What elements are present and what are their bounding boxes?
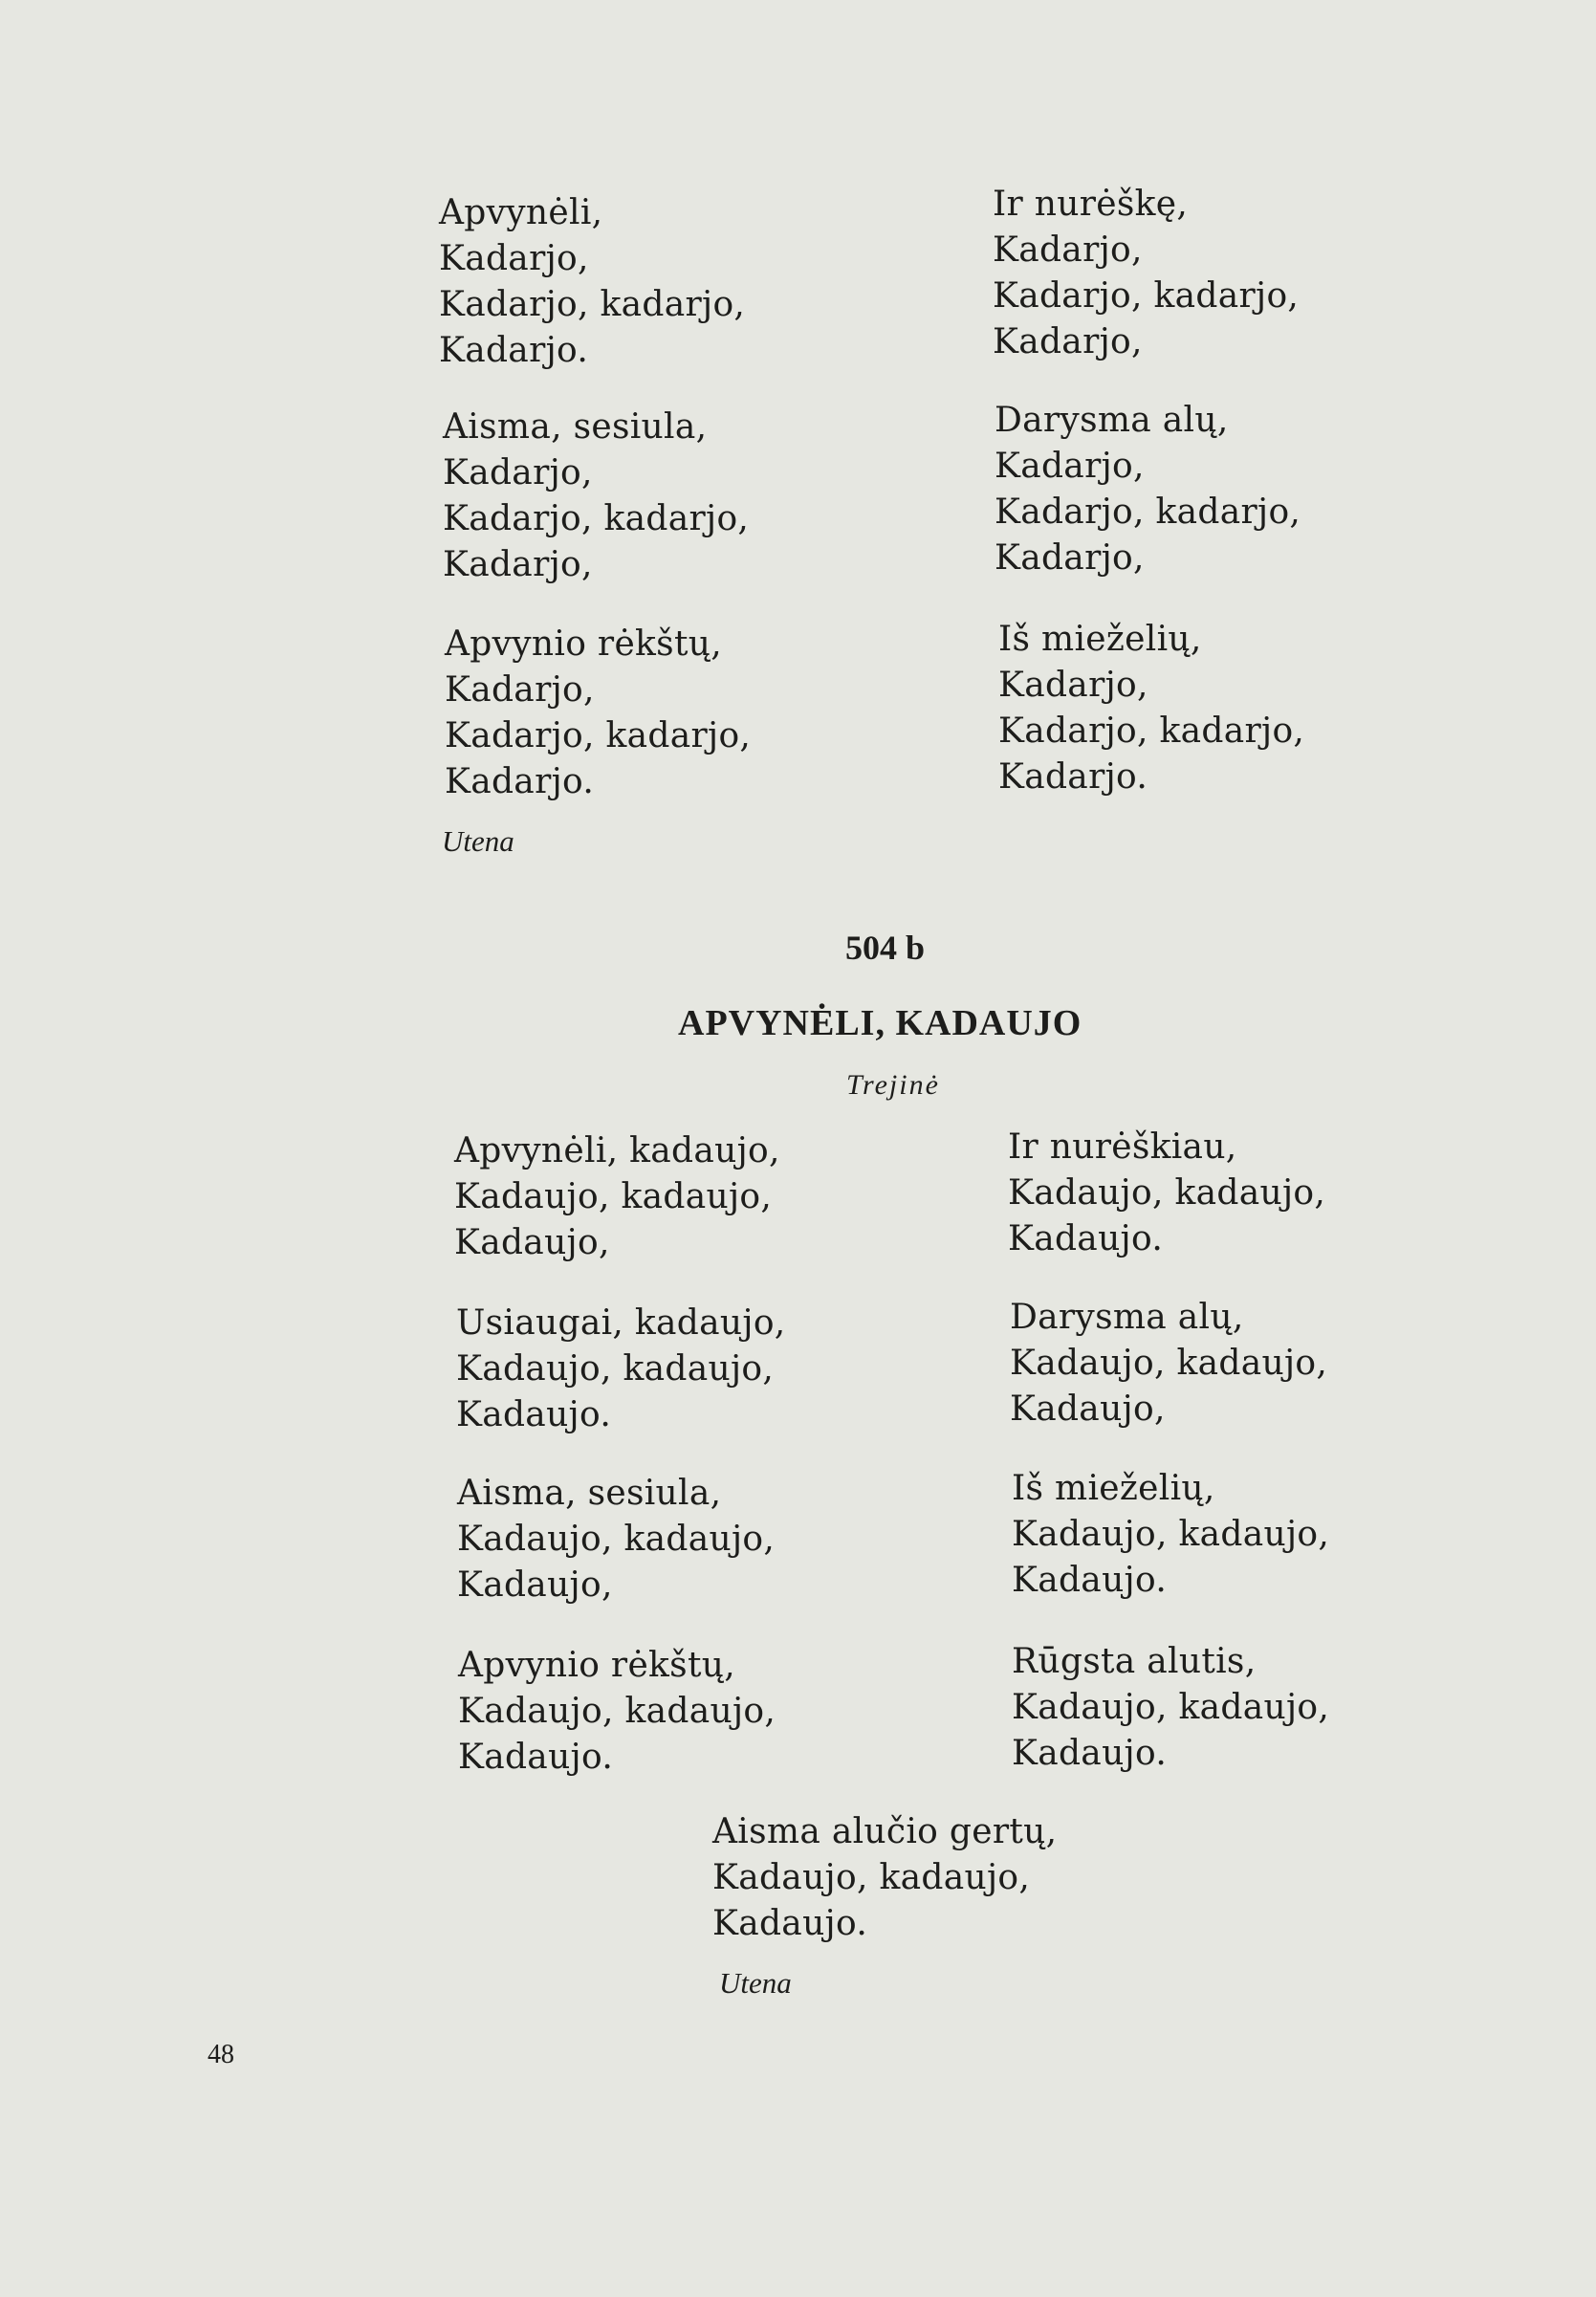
- top-song-place: Utena: [442, 824, 514, 858]
- song-title: APVYNĖLI, KADAUJO: [678, 1003, 1082, 1043]
- song-right-stanza-4: [1012, 1639, 1329, 1777]
- verse-line: Kadarjo,: [445, 670, 595, 710]
- verse-line: Kadarjo,: [993, 230, 1143, 270]
- song-right-stanza-3: [1012, 1466, 1329, 1604]
- verse-line: Kadarjo.: [445, 762, 595, 801]
- verse-line: Kadarjo,: [993, 322, 1143, 361]
- verse-line: Kadaujo, kadaujo,: [456, 1349, 775, 1389]
- song-subtitle: Trejinė: [846, 1069, 940, 1101]
- verse-line: Apvynio rėkštų,: [445, 624, 722, 664]
- top-right-stanza-1: [993, 182, 1299, 365]
- verse-line: Kadarjo, kadarjo,: [439, 285, 746, 324]
- song-left-stanza-3: [457, 1471, 775, 1608]
- verse-line: Kadarjo.: [439, 331, 589, 370]
- verse-line: Kadaujo,: [454, 1223, 610, 1262]
- verse-line: Apvynėli,: [439, 193, 603, 232]
- verse-line: Kadarjo,: [443, 453, 593, 492]
- song-left-stanza-2: [456, 1301, 786, 1438]
- verse-line: Kadaujo.: [1008, 1219, 1164, 1258]
- verse-line: Aisma alučio gertų,: [712, 1812, 1058, 1851]
- verse-line: Kadaujo, kadaujo,: [458, 1692, 776, 1731]
- verse-line: Kadaujo, kadaujo,: [1012, 1688, 1330, 1727]
- verse-line: Kadaujo, kadaujo,: [1012, 1515, 1330, 1554]
- song-number: 504 b: [845, 929, 926, 967]
- verse-line: Darysma alų,: [995, 401, 1229, 440]
- verse-line: Kadaujo, kadaujo,: [454, 1177, 773, 1216]
- verse-line: Kadarjo,: [995, 447, 1145, 486]
- page-number: 48: [208, 2040, 234, 2069]
- verse-line: Kadarjo, kadarjo,: [445, 716, 752, 755]
- song-left-stanza-4: [458, 1643, 776, 1781]
- verse-line: Kadaujo.: [458, 1738, 614, 1777]
- verse-line: Apvynio rėkštų,: [458, 1646, 735, 1685]
- verse-line: Iš mieželių,: [998, 620, 1202, 659]
- top-right-stanza-2: [995, 398, 1301, 581]
- verse-line: Kadaujo,: [1010, 1389, 1166, 1429]
- verse-line: Ir nurėškiau,: [1008, 1127, 1237, 1167]
- verse-line: Kadaujo.: [1012, 1734, 1168, 1773]
- verse-line: Ir nurėškę,: [993, 185, 1189, 224]
- verse-line: Kadaujo.: [712, 1904, 868, 1943]
- verse-line: Kadarjo, kadarjo,: [993, 276, 1300, 316]
- verse-line: Kadarjo, kadarjo,: [995, 492, 1301, 532]
- song-final-stanza: [712, 1809, 1057, 1947]
- song-place: Utena: [719, 1966, 792, 2000]
- verse-line: Kadaujo, kadaujo,: [457, 1520, 776, 1559]
- verse-line: Aisma, sesiula,: [443, 407, 708, 447]
- verse-line: Kadaujo, kadaujo,: [712, 1858, 1031, 1897]
- verse-line: Kadarjo,: [439, 239, 589, 278]
- verse-line: Kadarjo,: [998, 666, 1148, 705]
- top-left-stanza-3: [445, 622, 751, 805]
- song-right-stanza-1: [1008, 1125, 1325, 1262]
- verse-line: Kadaujo,: [457, 1565, 613, 1605]
- verse-line: Aisma, sesiula,: [457, 1474, 722, 1513]
- verse-line: Kadarjo,: [443, 545, 593, 584]
- verse-line: Kadarjo, kadarjo,: [443, 499, 750, 538]
- verse-line: Usiaugai, kadaujo,: [456, 1303, 786, 1343]
- verse-line: Kadarjo,: [995, 538, 1145, 578]
- verse-line: Kadaujo, kadaujo,: [1010, 1344, 1328, 1383]
- verse-line: Iš mieželių,: [1012, 1469, 1215, 1508]
- verse-line: Darysma alų,: [1010, 1298, 1244, 1337]
- verse-line: Kadaujo.: [456, 1395, 612, 1434]
- verse-line: Apvynėli, kadaujo,: [454, 1131, 780, 1170]
- song-right-stanza-2: [1010, 1295, 1327, 1433]
- verse-line: Kadarjo, kadarjo,: [998, 711, 1305, 751]
- top-left-stanza-2: [443, 405, 749, 588]
- top-right-stanza-3: [998, 617, 1304, 800]
- verse-line: Kadaujo.: [1012, 1561, 1168, 1600]
- verse-line: Kadaujo, kadaujo,: [1008, 1173, 1326, 1213]
- verse-line: Rūgsta alutis,: [1012, 1642, 1257, 1681]
- top-left-stanza-1: [439, 190, 745, 374]
- song-left-stanza-1: [454, 1128, 780, 1266]
- verse-line: Kadarjo.: [998, 757, 1148, 797]
